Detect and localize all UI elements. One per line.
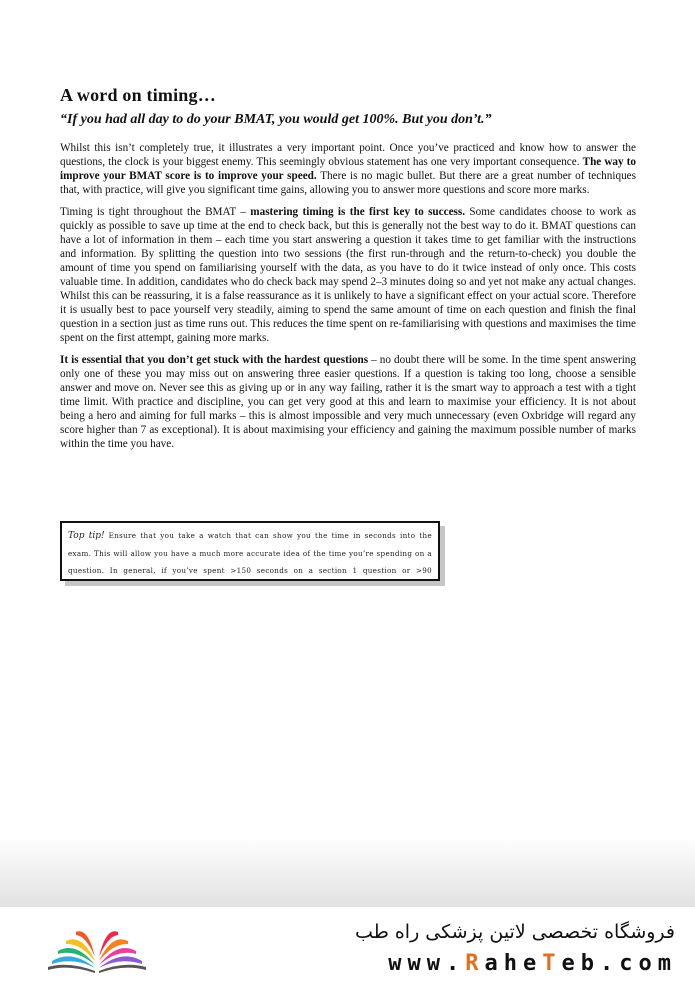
paragraph-3 bbox=[60, 353, 636, 451]
footer-fade bbox=[0, 835, 695, 907]
paragraph-1-text-c: There is no magic bullet. But there are a great number of techniques that, with practice, will give you significant time gains, allowing you to answer more questions and score more marks. bbox=[60, 170, 636, 196]
top-tip-body: Ensure that you take a watch that can show you the time in seconds into the exam. This will allow you have a much more accurate idea of the time you’re spending on a question. In general, if you’ve spent >150 seconds on a section 1 question or >90 bbox=[68, 531, 432, 576]
shop-name: فروشگاه تخصصی لاتین پزشکی راه طب bbox=[355, 921, 675, 943]
paragraph-2-emphasis: mastering timing is the first key to success. bbox=[250, 206, 466, 218]
paragraph-1-emphasis: The way to improve your BMAT score is to improve your speed. bbox=[60, 156, 636, 182]
footer-banner bbox=[0, 907, 695, 983]
paragraph-3-emphasis: It is essential that you don’t get stuck with the hardest questions bbox=[60, 354, 369, 366]
website-url-mid: ahe bbox=[484, 951, 543, 976]
website-url-accent-r: R bbox=[465, 951, 485, 976]
paragraph-2-text-a: Timing is tight throughout the BMAT – bbox=[60, 206, 251, 218]
website-url-accent-t: T bbox=[542, 951, 562, 976]
section-heading: A word on timing… bbox=[60, 85, 216, 105]
website-url-suffix: eb.com bbox=[561, 951, 677, 976]
section-quote: “If you had all day to do your BMAT, you would get 100%. But you don’t.” bbox=[60, 112, 492, 127]
website-url-prefix: www. bbox=[388, 951, 466, 976]
top-tip-text bbox=[64, 525, 436, 582]
paragraph-1-text-a: Whilst this isn’t completely true, it illustrates a very important point. Once you’ve practiced and know how to answer the questions, the clock is your biggest enemy. This seemingly obvious statement has one very important consequence. bbox=[60, 142, 636, 168]
top-tip-box bbox=[60, 521, 440, 581]
page-content bbox=[60, 85, 636, 459]
open-book-logo-icon bbox=[38, 921, 156, 975]
paragraph-2-text-c: Some candidates choose to work as quickly as possible to save up time at the end to check back, but this is generally not the best way to do it. BMAT questions can have a lot of information in them – each time you start answering a question it takes time to get familiar with the instructions and information. By splitting the question into two sessions (the first run-through and the return-to-check) you double the amount of time you spend on familiarising yourself with the data, as you have to do it twice instead of only once. This costs valuable time. In addition, candidates who do check back may spend 2–3 minutes doing so and yet not make any actual changes. Whilst this can be reassuring, it is a false reassurance as it is unlikely to have a significant effect on your actual score. Therefore it is usually best to pace yourself very steadily, aiming to spend the same amount of time on each question and finish the final question in a section just as time runs out. This reduces the time spent on re-familiarising with questions and maximises the time spent on the first attempt, gaining more marks. bbox=[60, 206, 636, 344]
top-tip-label: Top tip! bbox=[68, 531, 105, 541]
paragraph-1 bbox=[60, 141, 636, 197]
paragraph-3-text-c: – no doubt there will be some. In the time spent answering only one of these you may miss out on answering three easier questions. If a question is taking too long, choose a sensible answer and move on. Never see this as giving up or in any way failing, rather it is the smart way to approach a test with a tight time limit. With practice and discipline, you can get very good at this and learn to maximise your efficiency. It is not about being a hero and aiming for full marks – this is almost impossible and very much unnecessary (even Oxbridge will regard any score higher than 7 as exceptional). It is about maximising your efficiency and gaining the maximum possible number of marks within the time you have. bbox=[60, 354, 636, 450]
website-url[interactable] bbox=[388, 951, 677, 976]
top-tip-frame bbox=[60, 521, 440, 581]
paragraph-2 bbox=[60, 205, 636, 345]
